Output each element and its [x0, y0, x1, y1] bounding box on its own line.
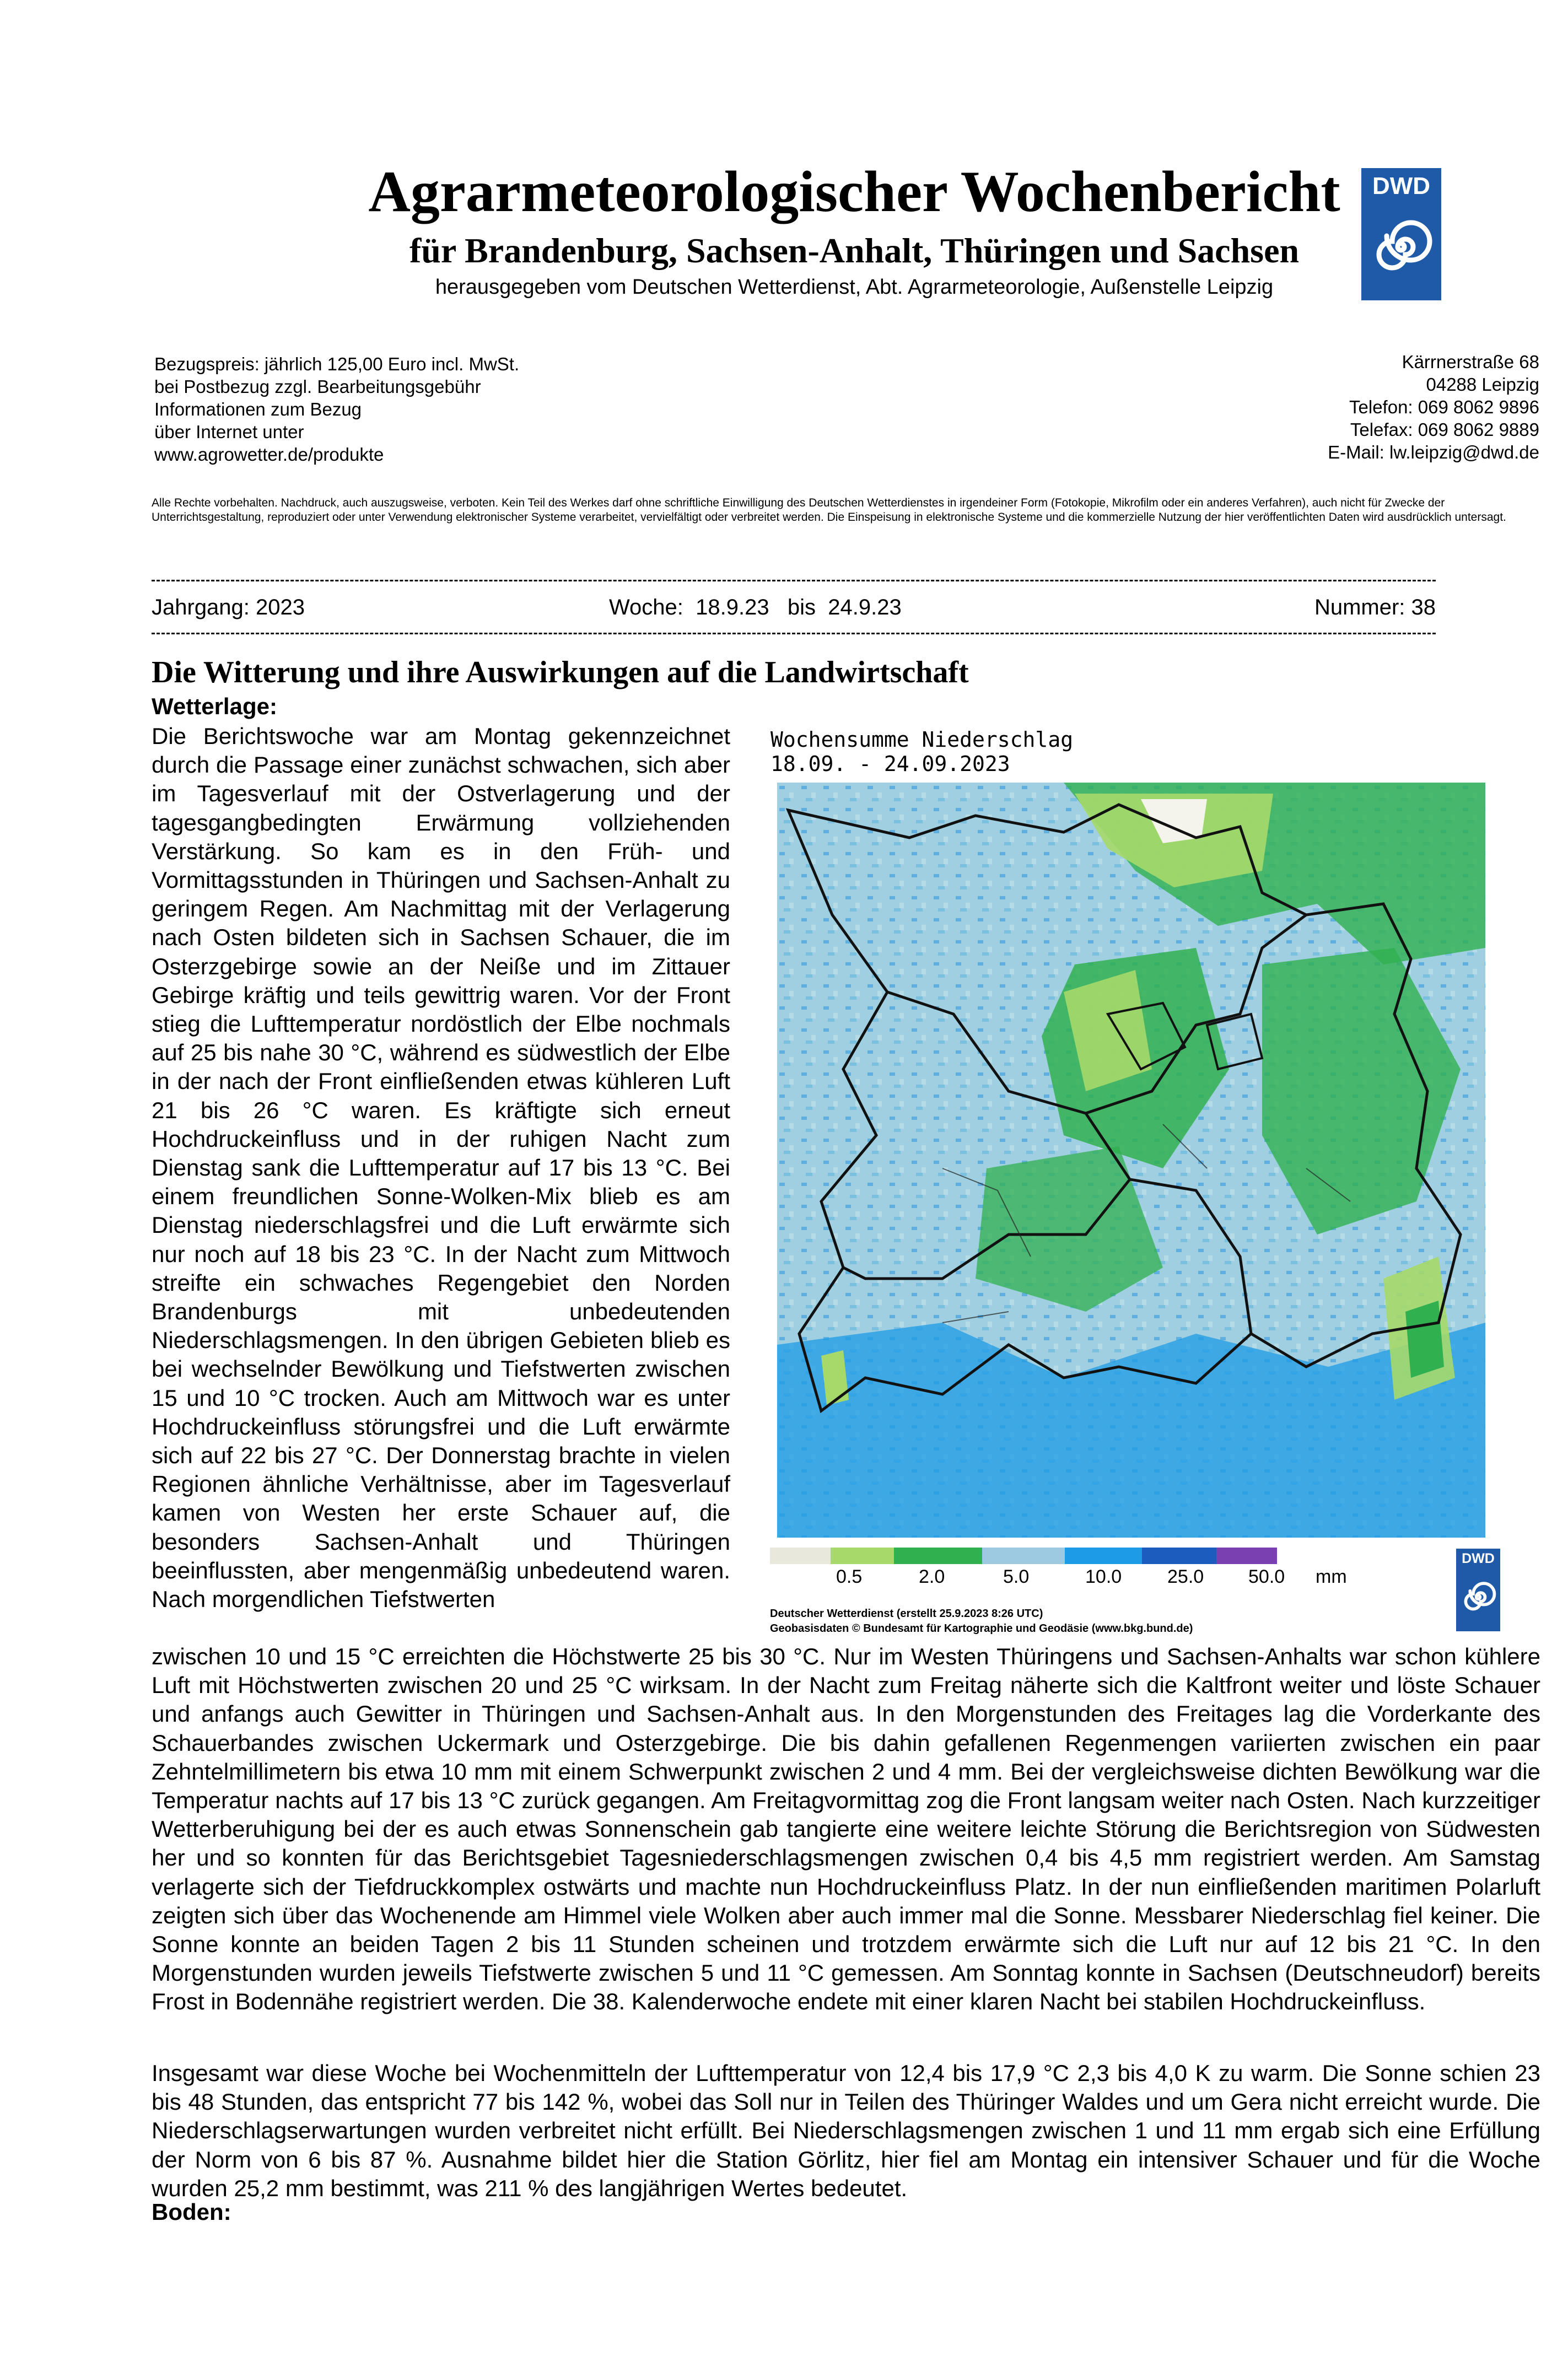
subscription-info-label: Informationen zum Bezug [154, 399, 362, 419]
divider-bottom [152, 633, 1436, 634]
address-block [1213, 351, 1539, 463]
legend-swatch-7 [1216, 1548, 1277, 1564]
legend-swatch-5 [1065, 1548, 1142, 1564]
map-title-line2: 18.09. - 24.09.2023 [770, 752, 1010, 776]
issue-year: Jahrgang: 2023 [152, 595, 305, 619]
wetterlage-heading: Wetterlage: [152, 693, 277, 719]
address-fax: Telefax: 069 8062 9889 [1350, 419, 1539, 440]
address-street: Kärrnerstraße 68 [1402, 352, 1539, 372]
legend-swatch-3 [894, 1548, 982, 1564]
boden-heading: Boden: [152, 2199, 231, 2225]
report-title: Agrarmeteorologischer Wochenbericht [368, 159, 1340, 224]
issue-row [152, 595, 1436, 623]
legend-label-6: 50.0 [1248, 1566, 1285, 1587]
legend-swatch-1 [770, 1548, 831, 1564]
map-title-line1: Wochensumme Niederschlag [770, 727, 1074, 752]
small-spiral-icon [1459, 1575, 1497, 1619]
legend-labels [770, 1566, 1354, 1594]
issue-week: Woche: 18.9.23 bis 24.9.23 [609, 595, 902, 619]
subscription-postal: bei Postbezug zzgl. Bearbeitungsgebühr [154, 376, 481, 397]
dwd-logo [1361, 168, 1441, 300]
divider-top [152, 580, 1436, 581]
legend-label-2: 2.0 [919, 1566, 945, 1587]
legend-label-4: 10.0 [1085, 1566, 1122, 1587]
address-city: 04288 Leipzig [1426, 374, 1539, 395]
publisher-line: herausgegeben vom Deutschen Wetterdienst, Abt. Agrarmeteorologie, Außenstelle Leipzig [435, 276, 1274, 299]
report-subtitle: für Brandenburg, Sachsen-Anhalt, Thüringen und Sachsen [409, 231, 1300, 270]
dwd-small-logo [1456, 1549, 1500, 1631]
legend-swatch-4 [982, 1548, 1065, 1564]
paragraph-3: Insgesamt war diese Woche bei Wochenmitteln der Lufttemperatur von 12,4 bis 17,9 °C 2,3 bis 4,0 K zu warm. Die Sonne schien 23 bis 48 Stunden, das entspricht 77 bis 142 %, wobei das Soll nur in Teilen des Thüringer Waldes und um Gera nicht erreicht wurde. Die Niederschlagserwartungen wurden verbreitet nicht erfüllt. Bei Niederschlagsmengen zwischen 1 und 11 mm ergab sich eine Erfüllung der Norm von 6 bis 87 %. Ausnahme bildet hier die Station Görlitz, hier fiel am Montag ein intensiver Schauer und für die Woche wurden 25,2 mm bestimmt, was 211 % des langjährigen Wertes bedeutet. [152, 2060, 1540, 2201]
legend-label-5: 25.0 [1167, 1566, 1204, 1587]
paragraph-1: Die Berichtswoche war am Montag gekennzeichnet durch die Passage einer zunächst schwachen, sich aber im Tagesverlauf mit der Ostverlagerung und der tagesgangbedingten Erwärmung vollziehenden Verstärkung. So kam es in den Früh- und Vormittagsstunden in Thüringen und Sachsen-Anhalt zu geringem Regen. Am Nachmittag mit der Verlagerung nach Osten bildeten sich in Sachsen Schauer, die im Osterzgebirge sowie an der Neiße und im Zittauer Gebirge kräftig und teils gewittrig waren. Vor der Front stieg die Lufttemperatur nordöstlich der Elbe nochmals auf 25 bis nahe 30 °C, während es südwestlich der Elbe in der nach der Front einfließenden etwas kühleren Luft 21 bis 26 °C waren. Es kräftigte sich erneut Hochdruckeinfluss und in der ruhigen Nacht zum Dienstag sank die Lufttemperatur auf 17 bis 13 °C. Bei einem freundlichen Sonne-Wolken-Mix blieb es am Dienstag niederschlagsfrei und die Luft erwärmte sich nur noch auf 18 bis 23 °C. In der Nacht zum Mittwoch streifte ein schwaches Regengebiet den Norden Brandenburgs mit unbedeutenden Niederschlagsmengen. In den übrigen Gebieten blieb es bei wechselnder Bewölkung und Tiefstwerten zwischen 15 und 10 °C trocken. Auch am Mittwoch war es unter Hochdruckeinfluss störungsfrei und die Luft erwärmte sich auf 22 bis 27 °C. Der Donnerstag brachte in vielen Regionen ähnliche Verhältnisse, aber im Tagesverlauf kamen von Westen her erste Schauer auf, die besonders Sachsen-Anhalt und Thüringen beeinflussten, aber mengenmäßig unbedeutend waren. Nach morgendlichen Tiefstwerten [152, 723, 730, 1613]
address-phone: Telefon: 069 8062 9896 [1349, 397, 1539, 417]
spiral-icon [1368, 211, 1434, 283]
subscription-info [154, 353, 519, 466]
subscription-price: Bezugspreis: jährlich 125,00 Euro incl. MwSt. [154, 354, 520, 374]
map-credit-1: Deutscher Wetterdienst (erstellt 25.9.2023 8:26 UTC) [770, 1608, 1043, 1620]
legend-swatch-6 [1142, 1548, 1216, 1564]
map-southeast-green [1405, 1301, 1444, 1378]
issue-number: Nummer: 38 [1314, 595, 1436, 619]
map-credits [770, 1607, 1193, 1636]
address-email[interactable]: E-Mail: lw.leipzig@dwd.de [1328, 442, 1539, 462]
paragraph-2: zwischen 10 und 15 °C erreichten die Höchstwerte 25 bis 30 °C. Nur im Westen Thüringens und Sachsen-Anhalts war schon kühlere Luft mit Höchstwerten zwischen 20 und 25 °C wirksam. In der Nacht zum Freitag näherte sich die Kaltfront weiter und löste Schauer und anfangs auch Gewitter in Thüringen und Sachsen-Anhalt aus. In den Morgenstunden des Freitages lag die Vorderkante des Schauerbandes zwischen Uckermark und Osterzgebirge. Die bis dahin gefallenen Regenmengen variierten zwischen ein paar Zehntelmillimetern bis etwa 10 mm mit einem Schwerpunkt zwischen 2 und 4 mm. Bei der vergleichsweise dichten Bewölkung war die Temperatur nachts auf 17 bis 13 °C zurück gegangen. Am Freitagvormittag zog die Front langsam weiter nach Osten. Nach kurzzeitiger Wetterberuhigung bei der es auch etwas Sonnenschein gab tangierte eine weitere leichte Störung die Berichtsregion von Südwesten her und so konnten für das Berichtsgebiet Tagesniederschlagsmengen zwischen 0,4 bis 4,5 mm registriert werden. Am Samstag verlagerte sich der Tiefdruckkomplex ostwärts und machte nun Hochdruckeinfluss Platz. In der nun einfließenden maritimen Polarluft zeigten sich über das Wochenende am Himmel viele Wolken aber auch immer mal die Sonne. Messbarer Niederschlag fiel keiner. Die Sonne konnte an beiden Tagen 2 bis 11 Stunden scheinen und trotzdem erwärmte sich die Luft nur auf 12 bis 21 °C. In den Morgenstunden wurden jeweils Tiefstwerte zwischen 5 und 11 °C gemessen. Am Sonntag konnte in Sachsen (Deutschneudorf) bereits Frost in Bodennähe registriert werden. Die 38. Kalenderwoche endete mit einer klaren Nacht bei stabilen Hochdruckeinfluss. [152, 1643, 1540, 2015]
legend-label-3: 5.0 [1003, 1566, 1030, 1587]
map-credit-2: Geobasisdaten © Bundesamt für Kartographie und Geodäsie (www.bkg.bund.de) [770, 1622, 1193, 1635]
legend-swatch-2 [831, 1548, 894, 1564]
legend-label-1: 0.5 [836, 1566, 863, 1587]
precipitation-map [777, 783, 1485, 1538]
dwd-small-logo-text: DWD [1462, 1551, 1495, 1566]
dwd-logo-text: DWD [1372, 172, 1431, 200]
map-legend [770, 1548, 1354, 1564]
rights-notice: Alle Rechte vorbehalten. Nachdruck, auch auszugsweise, verboten. Kein Teil des Werkes darf ohne schriftliche Einwilligung des Deutschen Wetterdienstes in irgendeiner Form (Fotokopie, Mikrofilm oder ein anderes Verfahren), auch nicht für Zwecke der Unterrichtsgestaltung, reproduziert oder unter Verwendung elektronischer Systeme verarbeitet, vervielfältigt oder verbreitet werden. Die Einspeisung in elektronische Systeme und die kommerzielle Nutzung der hier veröffentlichten Daten wird ausdrücklich untersagt. [152, 497, 1506, 524]
map-title [770, 727, 1073, 776]
subscription-internet: über Internet unter [154, 422, 304, 442]
section-title: Die Witterung und ihre Auswirkungen auf die Landwirtschaft [152, 655, 969, 689]
legend-label-unit: mm [1316, 1566, 1347, 1587]
subscription-link[interactable]: www.agrowetter.de/produkte [154, 444, 384, 465]
